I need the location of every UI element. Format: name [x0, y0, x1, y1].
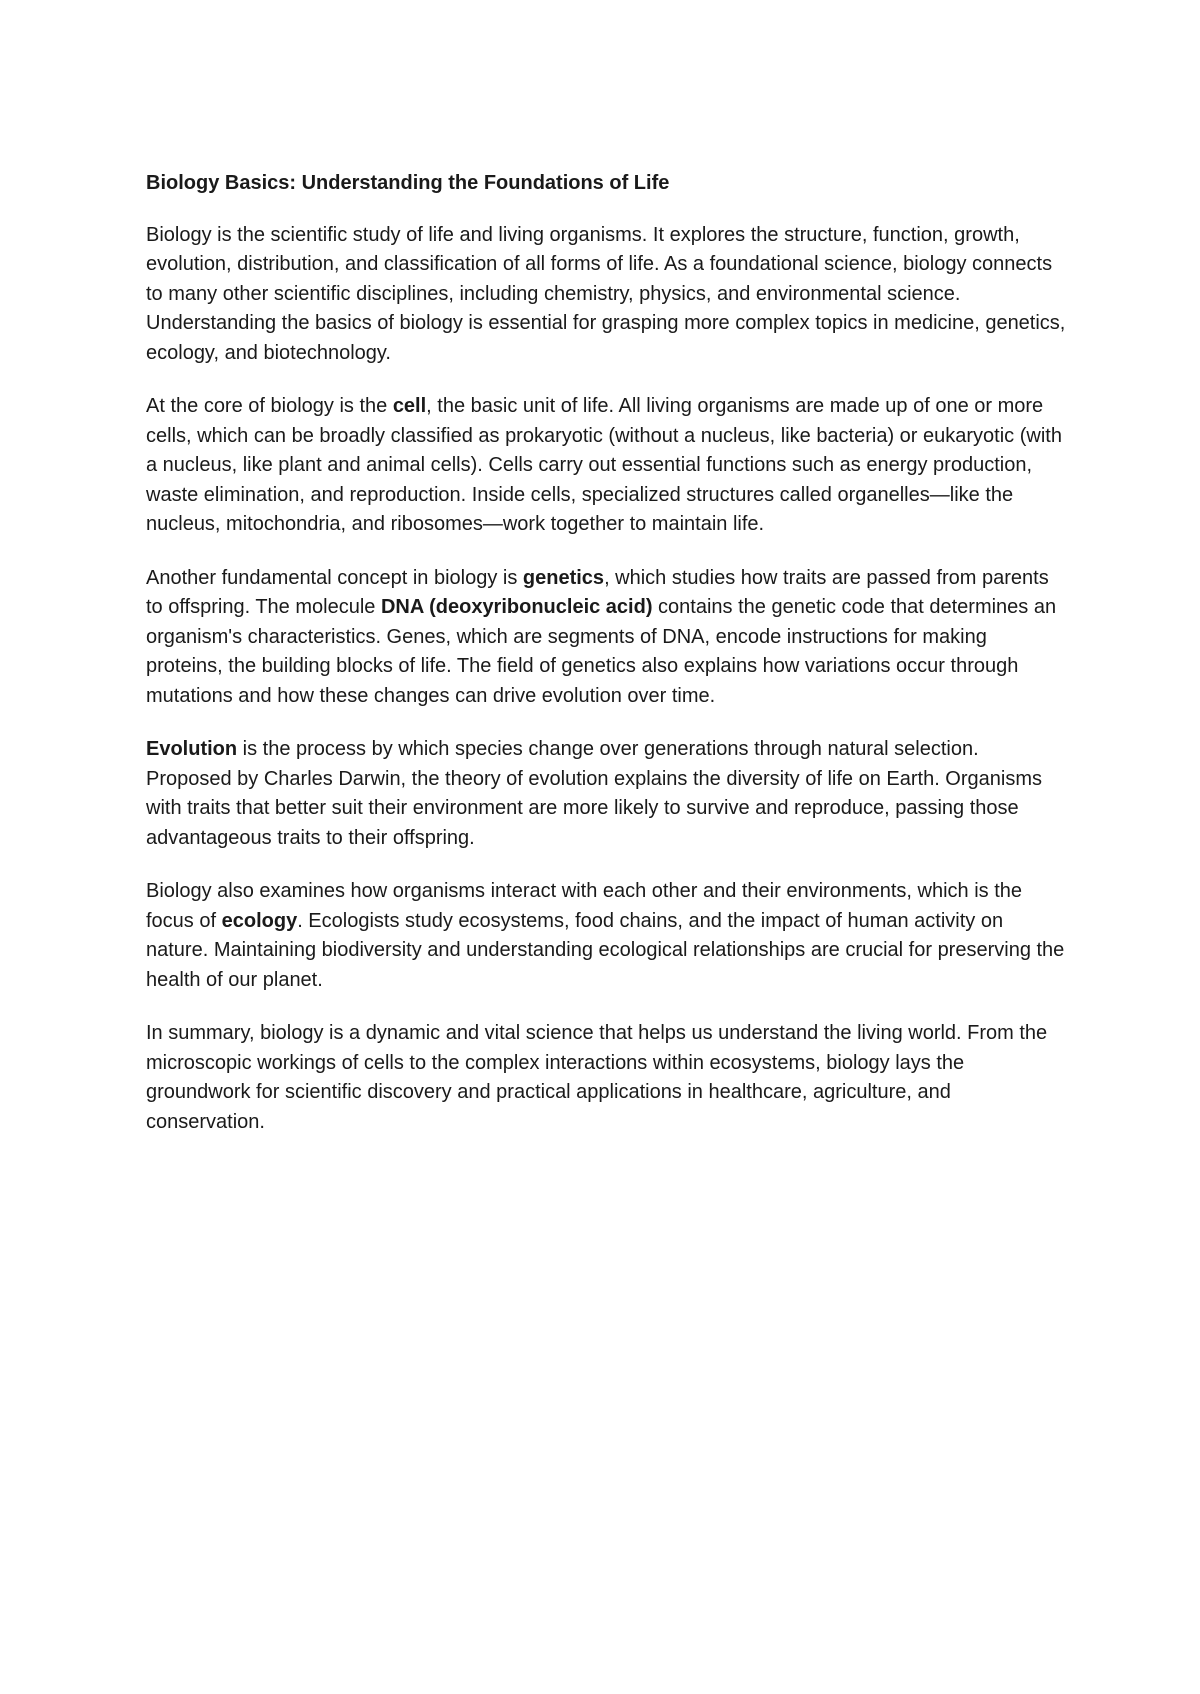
- term-evolution: Evolution: [146, 738, 238, 760]
- paragraph-evolution: [146, 735, 1066, 853]
- paragraph-evolution-text-a: is the process by which species change over generations through natural selection. Proposed by Charles Darwin, the theory of evolution explains the diversity of life on Earth. Organisms with traits that better suit their environment are more likely to survive and reproduce, passing those advantageous traits to their offspring.: [146, 738, 1042, 849]
- paragraph-cell: [146, 392, 1066, 540]
- paragraph-cell-text-b: , the basic unit of life. All living organisms are made up of one or more cells, which can be broadly classified as prokaryotic (without a nucleus, like bacteria) or eukaryotic (with a nucleus, like plant and animal cells). Cells carry out essential functions such as energy production, waste elimination, and reproduction. Inside cells, specialized structures called organelles—like the nucleus, mitochondria, and ribosomes—work together to maintain life.: [146, 395, 1062, 535]
- document-body: [146, 169, 1066, 1161]
- paragraph-ecology-text-b: . Ecologists study ecosystems, food chains, and the impact of human activity on nature. Maintaining biodiversity and understanding ecological relationships are crucial for preserving the health of our planet.: [146, 909, 1065, 991]
- term-genetics: genetics: [522, 566, 605, 589]
- term-cell: cell: [392, 395, 427, 417]
- term-dna: DNA (deoxyribonucleic acid): [380, 596, 653, 618]
- term-ecology: ecology: [221, 909, 298, 932]
- paragraph-intro: Biology is the scientific study of life and living organisms. It explores the structure, function, growth, evolution, distribution, and classification of all forms of life. As a foundational science, biology connects to many other scientific disciplines, including chemistry, physics, and environmental science. Understanding the basics of biology is essential for grasping more complex topics in medicine, genetics, ecology, and biotechnology.: [146, 223, 1066, 364]
- paragraph-genetics: [146, 564, 1066, 712]
- paragraph-genetics-text-c: contains the genetic code that determines an organism's characteristics. Genes, which are segments of DNA, encode instructions for making proteins, the building blocks of life. The field of genetics also explains how variations occur through mutations and how these changes can drive evolution over time.: [146, 596, 1057, 707]
- paragraph-ecology-text-a: Biology also examines how organisms interact with each other and their environments, which is the focus of: [146, 880, 1022, 932]
- paragraph-cell-text-a: At the core of biology is the: [146, 395, 393, 417]
- paragraph-ecology: [146, 877, 1066, 995]
- paragraph-genetics-text-a: Another fundamental concept in biology is: [146, 566, 523, 589]
- document-title: Biology Basics: Understanding the Foundations of Life: [146, 172, 670, 194]
- paragraph-summary: In summary, biology is a dynamic and vital science that helps us understand the living world. From the microscopic workings of cells to the complex interactions within ecosystems, biology lays the groundwork for scientific discovery and practical applications in healthcare, agriculture, and conservation.: [146, 1022, 1048, 1133]
- paragraph-genetics-text-b: , which studies how traits are passed from parents to offspring. The molecule: [146, 566, 1049, 618]
